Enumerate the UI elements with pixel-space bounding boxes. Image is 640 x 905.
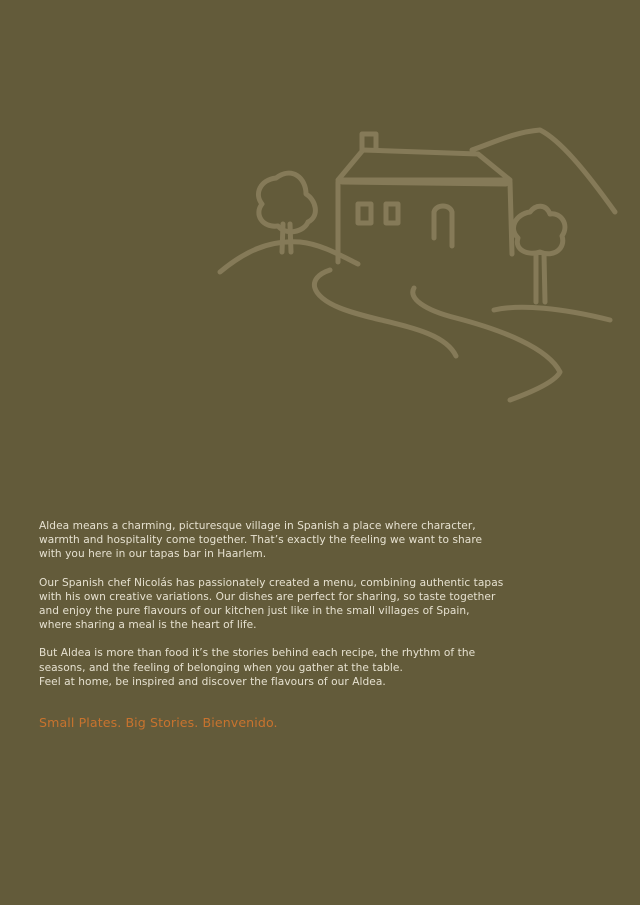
intro-paragraph-3: But Aldea is more than food it’s the stories behind each recipe, the rhythm of the seasons, and the feeling of belonging when you gather at the table. Feel at home, be inspired and discover the flavours of our Aldea. <box>39 647 476 688</box>
tagline: Small Plates. Big Stories. Bienvenido. <box>39 715 278 731</box>
intro-paragraph-1: Aldea means a charming, picturesque village in Spanish a place where character, warmth and hospitality come together. That’s exactly the feeling we want to share with you here in our tapas bar in Haarlem. <box>39 520 483 561</box>
village-house-sketch-icon <box>210 120 630 410</box>
intro-paragraph-2: Our Spanish chef Nicolás has passionately created a menu, combining authentic tapas with his own creative variations. Our dishes are perfect for sharing, so taste together and enjoy the pure flavours of our kitchen just like in the small villages of Spain, where sharing a meal is the heart of life. <box>39 576 504 632</box>
intro-text-block <box>39 519 509 731</box>
